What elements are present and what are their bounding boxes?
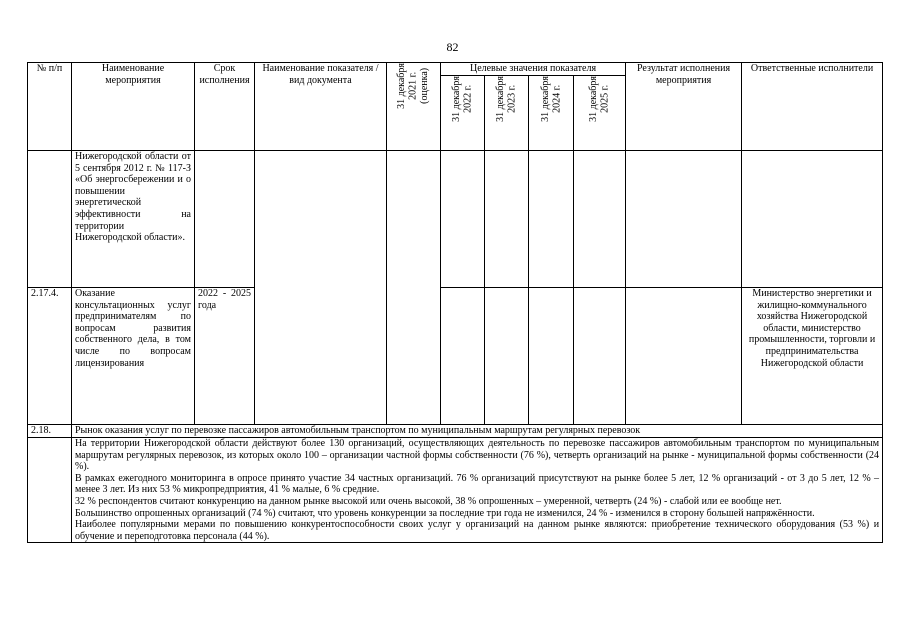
section-row [28,425,883,438]
section-text-row [28,438,883,543]
header-target-2022 [441,76,485,151]
header-base-2021 [387,63,441,151]
row-result [626,288,742,425]
header-indicator-name: Наименование показателя / вид документа [255,63,387,151]
row-target-2025 [574,151,626,288]
table-row [28,288,883,425]
row-num [28,151,72,288]
header-result: Результат исполнения мероприятия [626,63,742,151]
paragraph: Большинство опрошенных организаций (74 %) считают, что уровень конкуренции за последние три года не изменился, 24 % - изменился в сторону большей напряжённости. [75,507,815,519]
section-text [72,438,883,543]
row-target-2025 [574,288,626,425]
header-event-name: Наименование мероприятия [72,63,195,151]
row-responsible: Министерство энергетики и жилищно-коммунального хозяйства Нижегородской области, министерство промышленности, торговли и предпринимательства Нижегородской области [742,288,883,425]
row-base-2021 [387,151,441,425]
header-target-2025 [574,76,626,151]
row-deadline [195,151,255,288]
header-target-2025-text: 31 декабря 2025 г. [588,76,611,122]
header-targets-title: Целевые значения показателя [441,63,626,76]
row-target-2024 [529,288,574,425]
paragraph: На территории Нижегородской области действуют более 130 организаций, осуществляющих деятельность по перевозке пассажиров автомобильным транспортом по муниципальным маршрутам регулярных перевозок, из которых около 100 – организации частной формы собственности (76 %), четверть организаций на рынке - муниципальной формы собственности (24 %). [75,438,880,473]
section-num: 2.18. [28,425,72,438]
row-result [626,151,742,288]
row-target-2022 [441,288,485,425]
row-responsible [742,151,883,288]
header-target-2024-text: 31 декабря 2024 г. [539,76,562,122]
measures-table [27,62,883,543]
header-num: № п/п [28,63,72,151]
row-event: Оказание консультационных услуг предпринимателям по вопросам развития собственного дела, в том числе по вопросам лицензирования [72,288,195,425]
section-title: Рынок оказания услуг по перевозке пассажиров автомобильным транспортом по муниципальным маршрутам регулярных перевозок [72,425,883,438]
paragraph: Наиболее популярными мерами по повышению конкурентоспособности своих услуг у организаций на данном рынке являются: приобретение технического оборудования (53 %) и обучение и переподготовка персонала (44 %). [75,519,880,542]
row-target-2023 [485,151,529,288]
row-num: 2.17.4. [28,288,72,425]
row-target-2022 [441,151,485,288]
row-target-2023 [485,288,529,425]
header-base-2021-text: 31 декабря 2021 г. (оценка) [396,63,431,109]
row-indicator-name [255,151,387,425]
paragraph: В рамках ежегодного мониторинга в опросе принято участие 34 частных организаций. 76 % организаций присутствуют на рынке более 5 лет, 12 % организаций - от 3 до 5 лет, 12 % – менее 3 лет. Из них 53 % микропредприятия, 41 % малые, 6 % средние. [75,472,880,496]
table-row [28,151,883,288]
header-responsible: Ответственные исполнители [742,63,883,151]
row-deadline: 2022 - 2025 года [195,288,255,425]
row-target-2024 [529,151,574,288]
section-text-empty [28,438,72,543]
header-deadline: Срок исполнения [195,63,255,151]
header-target-2023-text: 31 декабря 2023 г. [495,76,518,122]
header-target-2023 [485,76,529,151]
row-event: Нижегородской области от 5 сентября 2012 г. № 117-З «Об энергосбережении и о повышении энергетической эффективности на территории Нижегородской области». [72,151,195,288]
paragraph: 32 % респондентов считают конкуренцию на данном рынке высокой или очень высокой, 38 % опрошенных – умеренной, четверть (24 %) - слабой или ее вообще нет. [75,495,782,507]
header-target-2024 [529,76,574,151]
page-number: 82 [446,40,459,54]
header-target-2022-text: 31 декабря 2022 г. [451,76,474,122]
